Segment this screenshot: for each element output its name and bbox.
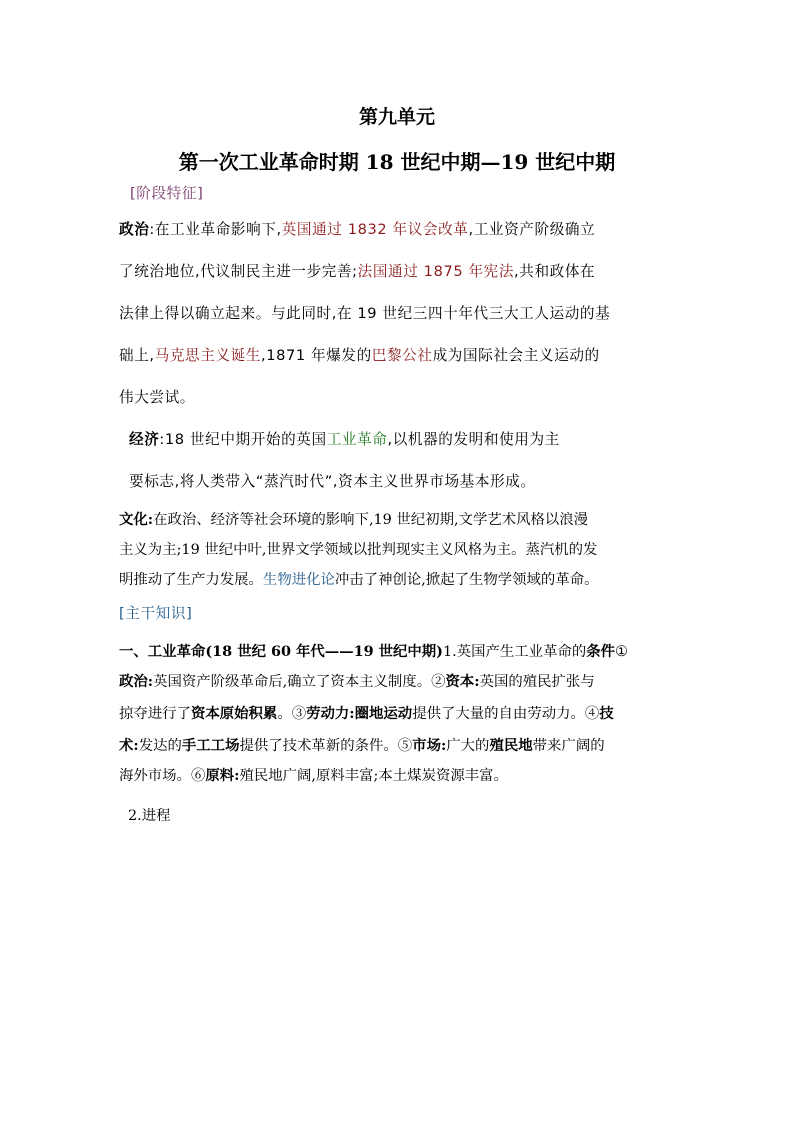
politics-line-2: 了统治地位,代议制民主进一步完善;法国通过 1875 年宪法,共和政体在: [119, 263, 596, 280]
industrial-line-5: 海外市场。⑥原料:殖民地广阔,原料丰富;本土煤炭资源丰富。: [119, 767, 508, 784]
highlight-1875-constitution: 法国通过 1875 年宪法: [357, 263, 515, 280]
highlight-industrial-revolution: 工业革命: [326, 431, 388, 448]
process-heading: 2.进程: [128, 808, 171, 824]
highlight-marxism: 马克思主义诞生: [154, 347, 261, 364]
politics-line-4: 础上,马克思主义诞生,1871 年爆发的巴黎公社成为国际社会主义运动的: [119, 347, 600, 364]
highlight-evolution: 生物进化论: [262, 572, 335, 588]
economy-line-2: 要标志,将人类带入“蒸汽时代”,资本主义世界市场基本形成。: [129, 473, 536, 490]
politics-label: 政治: [119, 221, 150, 238]
culture-line-1: 文化:在政治、经济等社会环境的影响下,19 世纪初期,文学艺术风格以浪漫: [119, 511, 589, 528]
culture-line-3: 明推动了生产力发展。生物进化论冲击了神创论,掀起了生物学领域的革命。: [119, 572, 599, 588]
main-heading: [主干知识]: [119, 605, 193, 622]
highlight-1832-reform: 英国通过 1832 年议会改革: [281, 221, 469, 238]
economy-label: 经济: [129, 431, 160, 448]
period-title: 第一次工业革命时期 18 世纪中期—19 世纪中期: [178, 150, 616, 174]
culture-label: 文化:: [119, 511, 154, 528]
industrial-line-4: 术:发达的手工工场提供了技术革新的条件。⑤市场:广大的殖民地带来广阔的: [119, 737, 605, 754]
industrial-heading: 一、工业革命(18 世纪 60 年代——19 世纪中期): [119, 643, 443, 660]
politics-line-5: 伟大尝试。: [119, 389, 195, 406]
highlight-paris-commune: 巴黎公社: [371, 347, 433, 364]
economy-line-1: 经济:18 世纪中期开始的英国工业革命,以机器的发明和使用为主: [129, 431, 560, 448]
unit-title: 第九单元: [358, 106, 435, 128]
politics-line-3: 法律上得以确立起来。与此同时,在 19 世纪三四十年代三大工人运动的基: [119, 305, 611, 322]
industrial-line-3: 掠夺进行了资本原始积累。③劳动力:圈地运动提供了大量的自由劳动力。④技: [119, 705, 614, 722]
politics-line-1: 政治:在工业革命影响下,英国通过 1832 年议会改革,工业资产阶级确立: [119, 221, 596, 238]
stage-heading: [阶段特征]: [130, 185, 204, 202]
culture-line-2: 主义为主;19 世纪中叶,世界文学领域以批判现实主义风格为主。蒸汽机的发: [119, 542, 598, 558]
industrial-line-1: 一、工业革命(18 世纪 60 年代——19 世纪中期)1.英国产生工业革命的条件①: [119, 643, 628, 660]
industrial-line-2: 政治:英国资产阶级革命后,确立了资本主义制度。②资本:英国的殖民扩张与: [119, 673, 595, 690]
